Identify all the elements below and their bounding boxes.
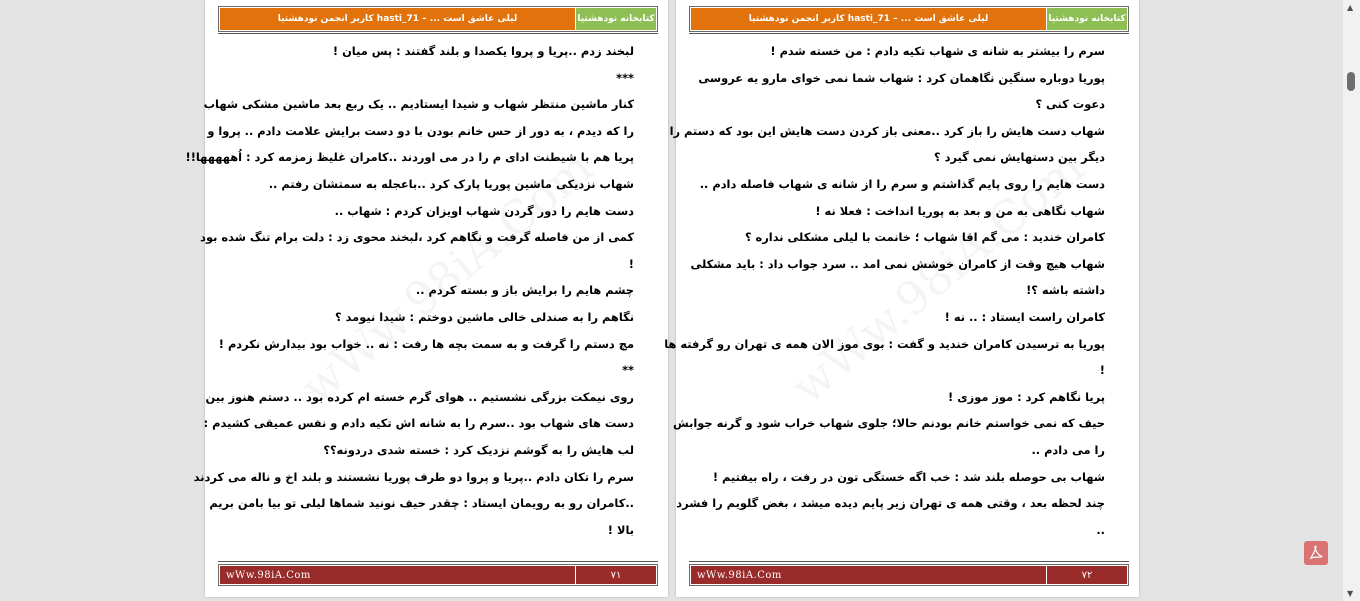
text-line: *** [616, 70, 634, 85]
pdf-icon[interactable] [1304, 541, 1328, 565]
text-line: حیف که نمی خواستم خانم بودنم حالا؛ جلوی شهاب خراب شود و گرنه جوابش [672, 416, 1105, 431]
text-line: پوریا به ترسیدن کامران خندید و گفت : بوی موز الان همه ی تهران رو گرفته ها [664, 336, 1105, 351]
site-url: wWw.98iA.Com [697, 569, 782, 581]
text-line: پوریا دوباره سنگین نگاهمان کرد : شهاب شما نمی خوای مارو یه عروسی [698, 70, 1105, 85]
page-footer [218, 564, 658, 586]
page-71 [185, 0, 668, 597]
text-line: کمی از من فاصله گرفت و نگاهم کرد ،لبخند محوی زد : دلت برام تنگ شده بود [200, 230, 634, 245]
text-line: دعوت کنی ؟ [1035, 97, 1105, 112]
text-line: سرم را بیشتر به شانه ی شهاب تکیه دادم : من خسته شدم ! [770, 44, 1105, 58]
text-line: دست های شهاب بود ..سرم را به شانه اش تکیه دادم و نفس عمیقی کشیدم : [203, 416, 634, 431]
page-body-text [664, 38, 1105, 543]
text-line: دست هایم را دور گردن شهاب اویزان کردم : شهاب .. [334, 203, 634, 218]
text-line: نگاهم را به صندلی خالی ماشین دوختم : شیدا نیومد ؟ [335, 309, 634, 324]
header-divider [218, 33, 658, 34]
text-line: کامران راست ایستاد : .. نه ! [944, 309, 1105, 324]
text-line: کامران خندید : می گم اقا شهاب ؛ خانمت با لیلی مشکلی نداره ؟ [744, 230, 1105, 245]
page-body-text [185, 38, 634, 543]
text-line: دست هایم را روی پایم گذاشتم و سرم را از شانه ی شهاب فاصله دادم .. [699, 176, 1105, 191]
book-title: لیلی عاشق است ... – hasti_71 کاربر انجمن نودهشتیا [277, 14, 518, 24]
scroll-down-arrow-icon[interactable]: ▼ [1347, 589, 1354, 598]
text-line: بالا ! [607, 522, 634, 537]
text-line: پریا هم با شیطنت ادای م را در می اوردند ..کامران غلیظ زمزمه کرد : اُههههها!! [185, 150, 634, 165]
vertical-scrollbar[interactable] [1343, 0, 1360, 601]
page-72 [664, 0, 1139, 597]
page-number: ۷۲ [1046, 566, 1127, 584]
text-line: شهاب هیچ وقت از کامران خوشش نمی امد .. سرد جواب داد : باید مشکلی [690, 256, 1105, 271]
text-line: شهاب نزدیکی ماشین پوریا پارک کرد ..باعجله به سمتشان رفتم .. [268, 176, 634, 191]
text-line: سرم را تکان دادم ..پریا و پروا دو طرف پوریا نشستند و بلند اخ و ناله می کردند [193, 469, 634, 484]
text-line: .. [1096, 522, 1105, 537]
header-divider [689, 33, 1129, 34]
text-line: لب هایش را به گوشم نزدیک کرد : خسته شدی دردونه؟؟ [323, 442, 634, 457]
text-line: لبخند زدم ..پریا و پروا یکصدا و بلند گفتند : پس میان ! [332, 44, 634, 58]
page-footer [689, 564, 1129, 586]
text-line: ..کامران رو به رویمان ایستاد : چقدر حیف نونید شماها لیلی تو بیا بامن بریم [209, 496, 634, 511]
text-line: شهاب دست هایش را باز کرد ..معنی باز کردن دست هایش این بود که دستم را [669, 123, 1105, 138]
text-line: چند لحظه بعد ، وقتی همه ی تهران زیر پایم دیده میشد ، بغض گلویم را فشرد [676, 496, 1105, 511]
text-line: دیگر بین دستهایش نمی گیرد ؟ [934, 150, 1105, 165]
footer-divider [689, 561, 1129, 562]
text-line: پریا نگاهم کرد : موز موزی ! [948, 389, 1105, 404]
text-line: مچ دستم را گرفت و به سمت بچه ها رفت : نه .. خواب بود بیدارش نکردم ! [218, 336, 634, 351]
text-line: شهاب بی حوصله بلند شد : خب اگه خستگی تون در رفت ، راه بیفتیم ! [712, 469, 1105, 484]
text-line: ** [622, 363, 634, 378]
text-line: شهاب نگاهی به من و بعد به پوریا انداخت : فعلا نه ! [815, 203, 1105, 218]
pdf-glyph-icon [1308, 545, 1324, 561]
library-name: کتابخانه نودهشتیا [575, 8, 656, 30]
page-header [218, 6, 658, 32]
book-title: لیلی عاشق است ... – hasti_71 کاربر انجمن نودهشتیا [748, 14, 989, 24]
text-line: را می دادم .. [1031, 442, 1105, 457]
page-header [689, 6, 1129, 32]
text-line: داشته باشه ؟! [1026, 283, 1105, 298]
page-number: ۷۱ [575, 566, 656, 584]
scrollbar-thumb[interactable] [1347, 72, 1355, 91]
text-line: ! [628, 256, 634, 271]
text-line: را که دیدم ، به دور از حس خانم بودن با دو دست برایش علامت دادم .. پروا و [207, 123, 634, 138]
footer-divider [218, 561, 658, 562]
site-url: wWw.98iA.Com [226, 569, 311, 581]
library-name: کتابخانه نودهشتیا [1046, 8, 1127, 30]
text-line: روی نیمکت بزرگی نشستیم .. هوای گرم خسته ام کرده بود .. دستم هنوز بین [205, 389, 634, 404]
scroll-up-arrow-icon[interactable]: ▲ [1347, 3, 1354, 12]
text-line: کنار ماشین منتظر شهاب و شیدا ایستادیم .. یک ربع بعد ماشین مشکی شهاب [203, 97, 634, 112]
text-line: ! [1099, 363, 1105, 378]
text-line: چشم هایم را برایش باز و بسته کردم .. [415, 283, 634, 298]
